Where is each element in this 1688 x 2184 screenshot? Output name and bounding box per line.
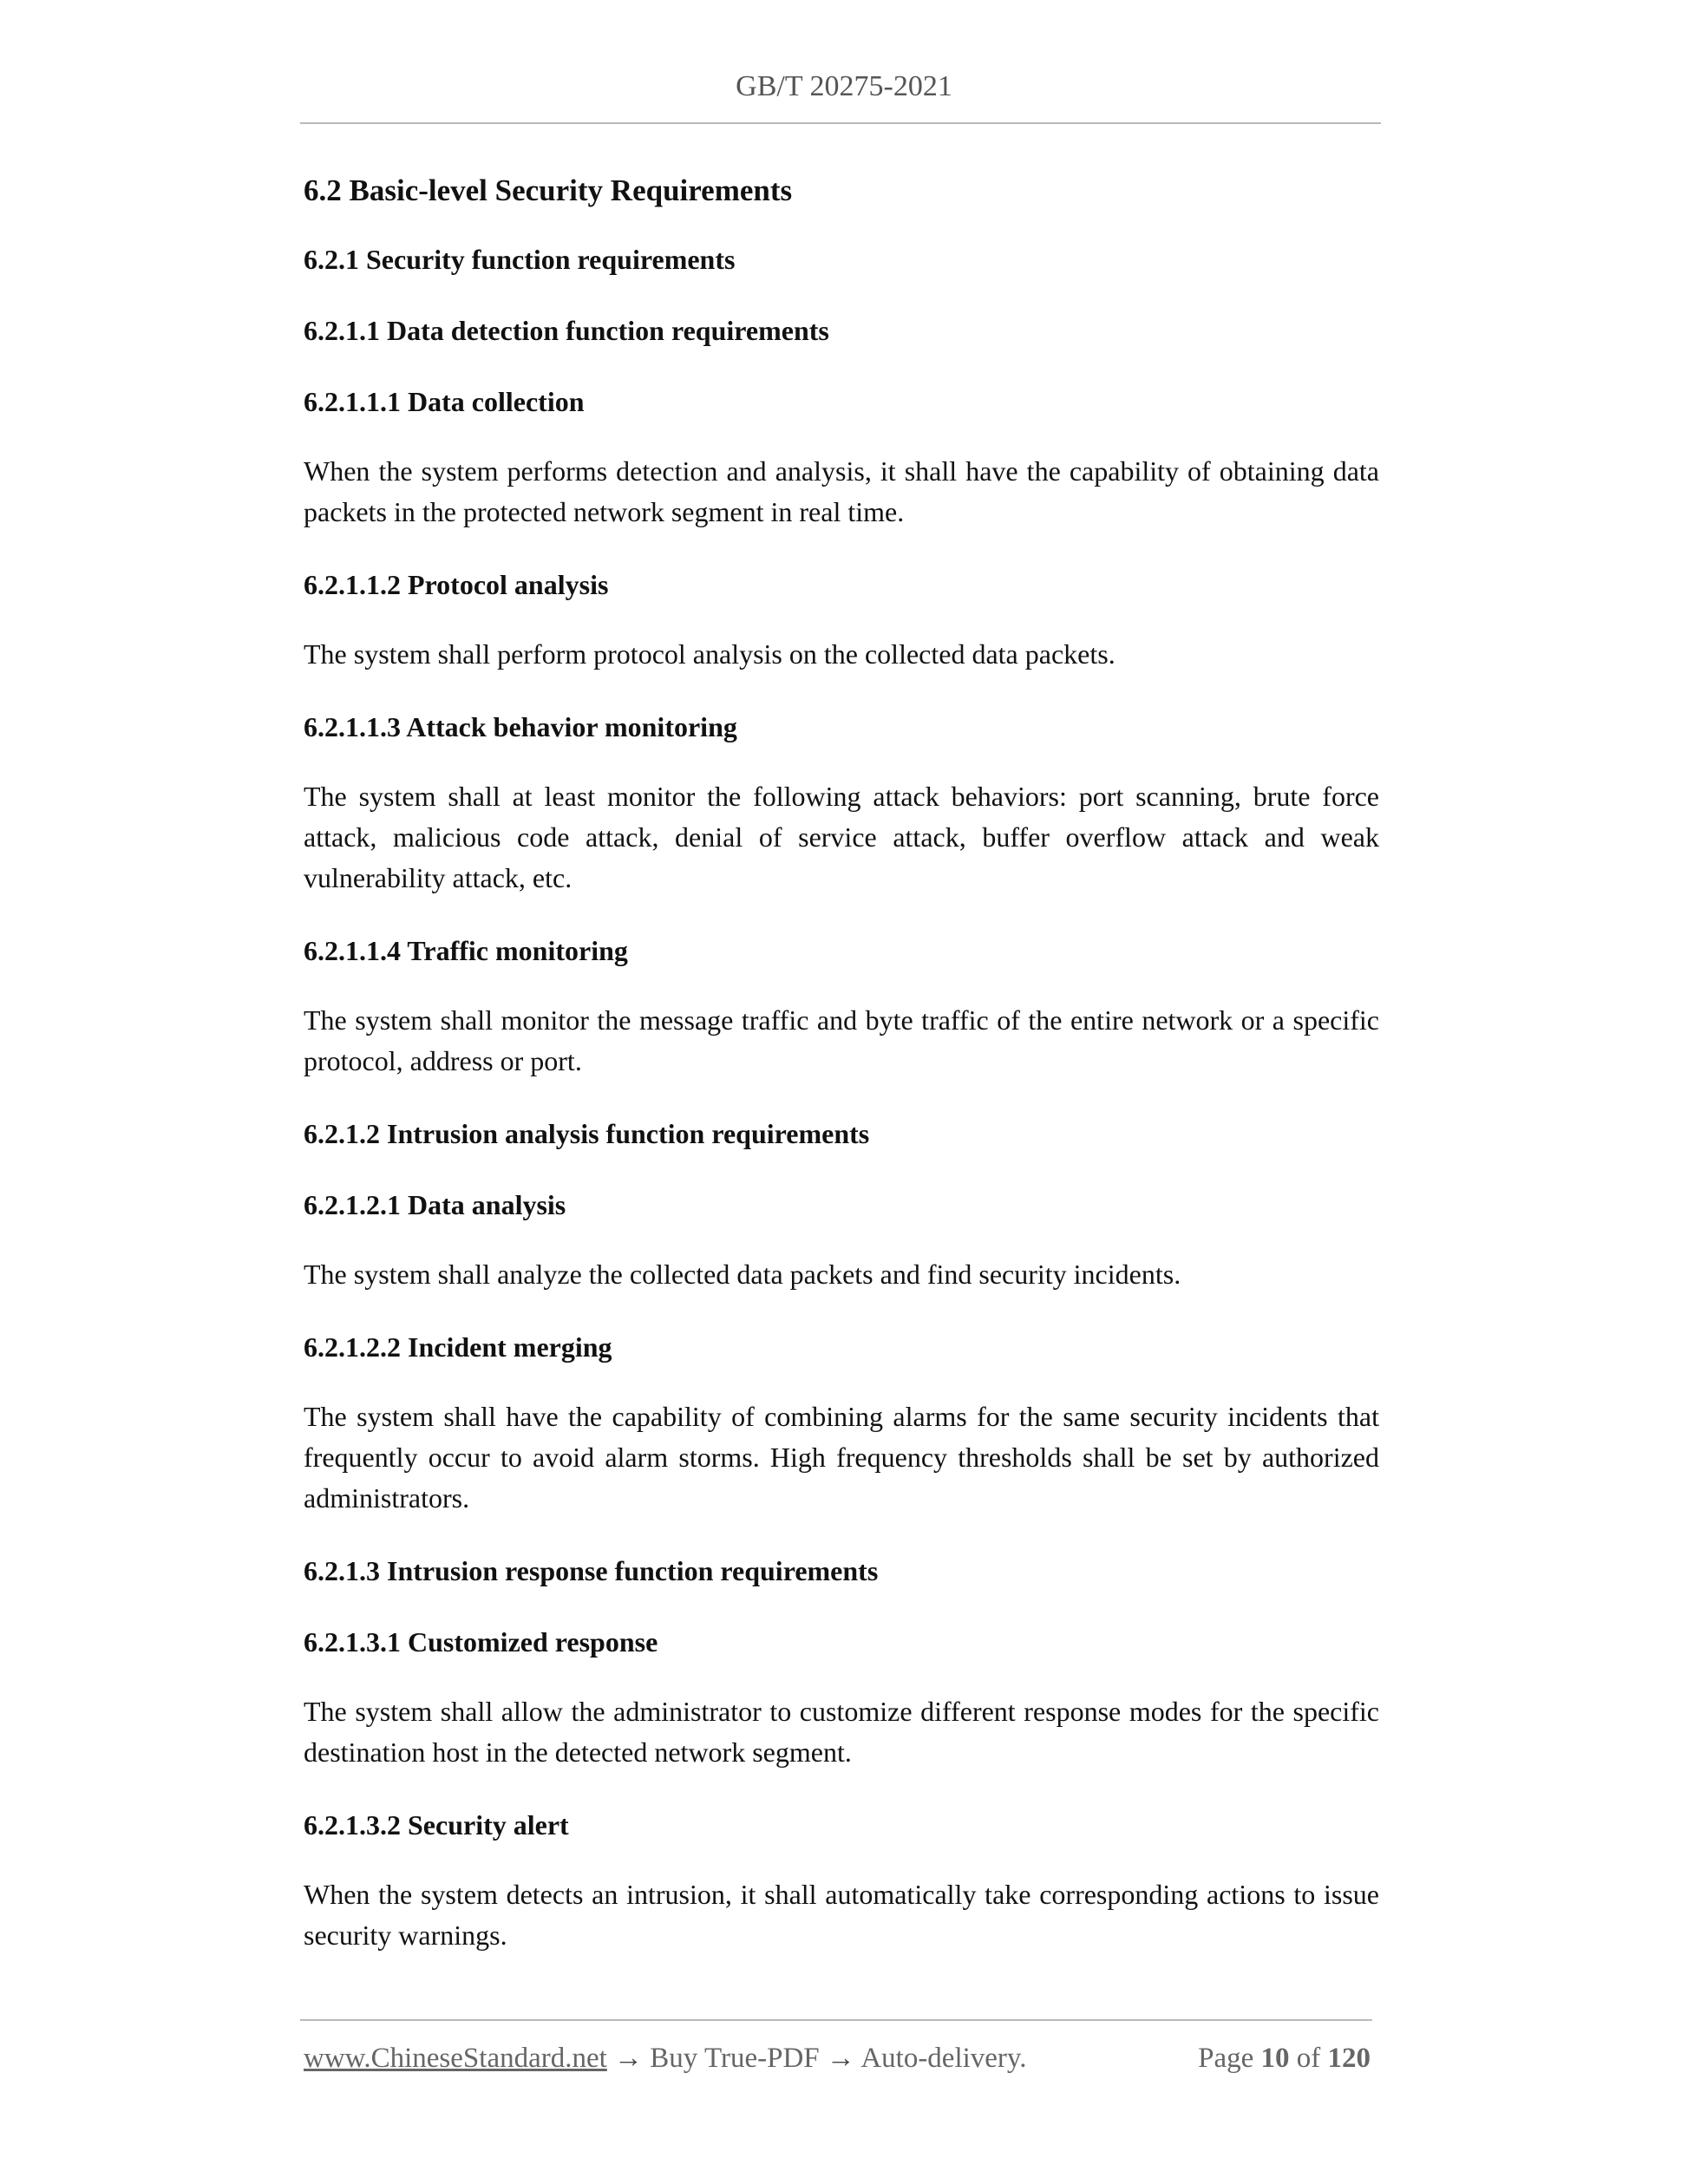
section-heading-6-2-1-1-3: 6.2.1.1.3 Attack behavior monitoring xyxy=(304,711,737,742)
arrow-right-icon: → xyxy=(614,2043,644,2074)
arrow-right-icon: → xyxy=(826,2043,855,2074)
paragraph-data-collection: When the system performs detection and analysis, it shall have the capability of obtaining data packets in the protected network segment in real time. xyxy=(304,455,1379,527)
document-body xyxy=(304,167,1379,1986)
section-heading-6-2-1-3: 6.2.1.3 Intrusion response function requirements xyxy=(304,1555,879,1586)
footer-promo xyxy=(304,2037,1027,2080)
footer-divider xyxy=(300,2019,1372,2021)
paragraph-customized-response: The system shall allow the administrator to customize different response modes for the specific destination host in the detected network segment. xyxy=(304,1696,1379,1768)
section-heading-6-2-1-3-2: 6.2.1.3.2 Security alert xyxy=(304,1809,569,1841)
paragraph-security-alert: When the system detects an intrusion, it shall automatically take corresponding actions to issue security warnings. xyxy=(304,1879,1379,1951)
paragraph-incident-merging: The system shall have the capability of combining alarms for the same security incidents that frequently occur to avoid alarm storms. High frequency thresholds shall be set by authorized administrators. xyxy=(304,1401,1379,1514)
section-heading-6-2-1-1-4: 6.2.1.1.4 Traffic monitoring xyxy=(304,935,628,966)
page-label: Page xyxy=(1198,2043,1254,2074)
buy-pdf-text: Buy True-PDF xyxy=(650,2043,820,2074)
page-current: 10 xyxy=(1260,2043,1290,2074)
section-heading-6-2-1-3-1: 6.2.1.3.1 Customized response xyxy=(304,1626,658,1658)
section-heading-6-2-1-2-1: 6.2.1.2.1 Data analysis xyxy=(304,1189,566,1220)
page-header-title: GB/T 20275-2021 xyxy=(736,70,952,102)
page-total: 120 xyxy=(1327,2043,1371,2074)
page-indicator xyxy=(1198,2037,1371,2080)
page-footer xyxy=(304,2037,1371,2080)
section-heading-6-2-1-1: 6.2.1.1 Data detection function requirements xyxy=(304,315,829,346)
website-link[interactable]: www.ChineseStandard.net xyxy=(304,2043,607,2074)
header-divider xyxy=(300,122,1381,124)
page-of-label: of xyxy=(1296,2043,1321,2074)
paragraph-protocol-analysis: The system shall perform protocol analysis on the collected data packets. xyxy=(304,638,1116,670)
paragraph-traffic-monitoring: The system shall monitor the message traffic and byte traffic of the entire network or a specific protocol, address or port. xyxy=(304,1004,1379,1076)
section-heading-6-2-1-1-1: 6.2.1.1.1 Data collection xyxy=(304,386,585,417)
section-heading-6-2-1-2: 6.2.1.2 Intrusion analysis function requirements xyxy=(304,1118,870,1149)
section-heading-6-2-1-2-2: 6.2.1.2.2 Incident merging xyxy=(304,1331,612,1363)
section-heading-6-2-1: 6.2.1 Security function requirements xyxy=(304,244,736,275)
auto-delivery-text: Auto-delivery. xyxy=(860,2043,1027,2074)
paragraph-attack-monitoring: The system shall at least monitor the following attack behaviors: port scanning, brute force attack, malicious code attack, denial of service attack, buffer overflow attack and weak vulnerability attack, etc. xyxy=(304,781,1379,893)
section-heading-6-2: 6.2 Basic-level Security Requirements xyxy=(304,173,793,207)
section-heading-6-2-1-1-2: 6.2.1.1.2 Protocol analysis xyxy=(304,569,609,600)
paragraph-data-analysis: The system shall analyze the collected data packets and find security incidents. xyxy=(304,1259,1181,1290)
